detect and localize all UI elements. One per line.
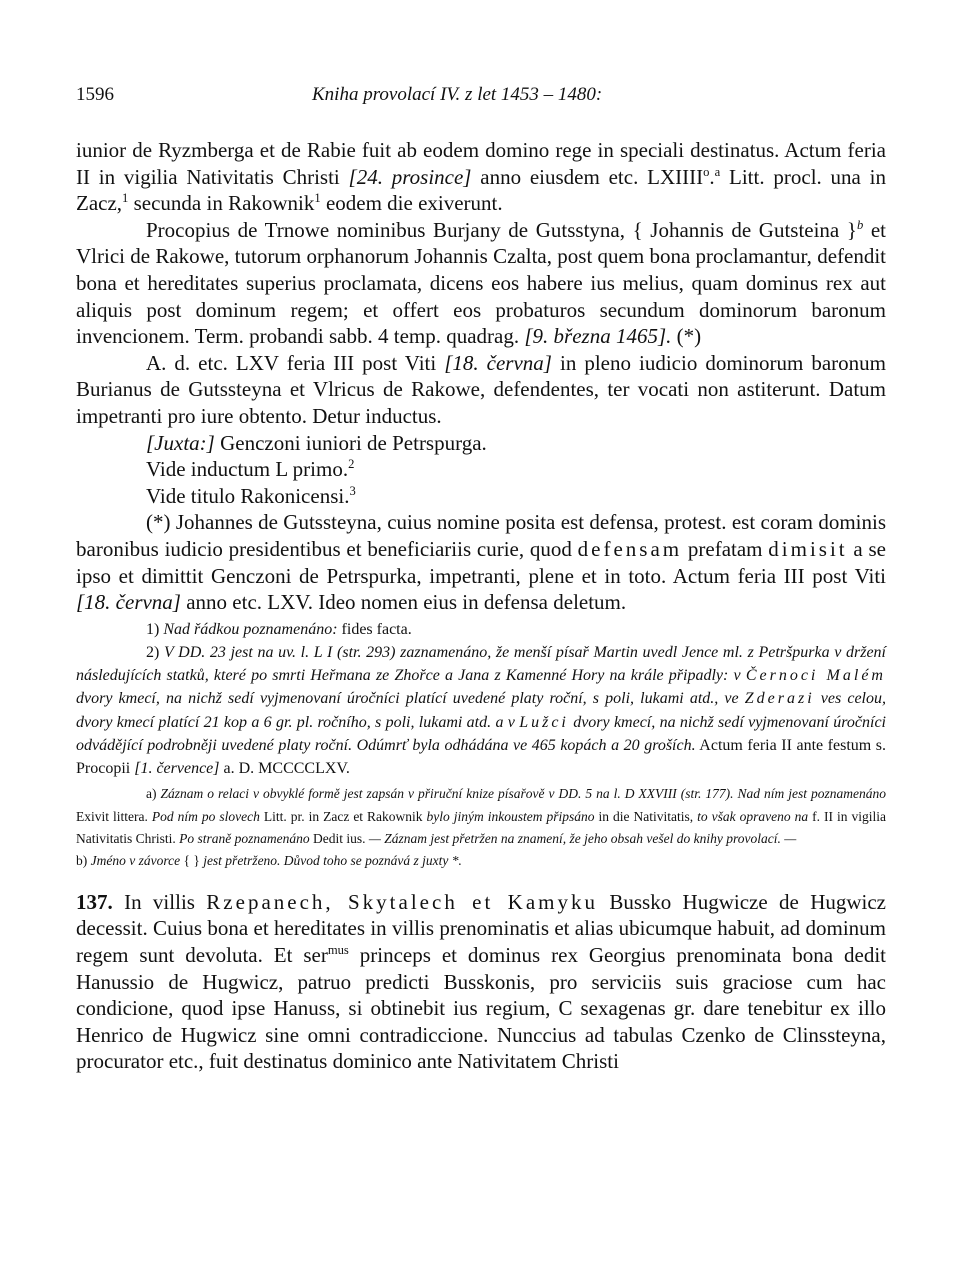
notes-block xyxy=(76,618,886,780)
paragraph-johannes: (*) Johannes de Gutssteyna, cuius nomine posita est defensa, protest. est coram dominis baronibus iudicio presidentibus et beneficiariis curie, quod defensam prefatam dimisit a se ipso et dimittit Genczoni de Petrspurka, impetranti, plene et in toto. Actum feria III post Viti [18. června] anno etc. LXV. Ideo nomen eius in defensa deletum. xyxy=(76,510,886,615)
paragraph-ad: A. d. etc. LXV feria III post Viti [18. června] in pleno iudicio dominorum baronum Burianus de Gutssteyna et Vlricus de Rakowe, defendentes, ter vocati non astiterunt. Datum impetranti pro iure obtento. Detur inductus. xyxy=(76,350,886,428)
main-text xyxy=(76,137,886,616)
footnote-b: b) Jméno v závorce { } jest přetrženo. Důvod toho se poznává z juxty *. xyxy=(76,853,462,869)
entry-137-text: 137. In villis Rzepanech, Skytalech et Kamyku Bussko Hugwicze de Hugwicz decessit. Cuius bona et hereditates in villis prenominatis et alias ubicumque habuit, ad dominum regem sunt devoluta. Et ser$^{mus}$ princeps et dominus rex Georgius prenominata bona dedit Hanussio de Hugwicz, patruo predicti Busskonis, pro serviciis suis graciose cum hac condicione, quod ipse Hanuss, si obtinebit ius regium, C sexagenas gr. dare tenebitur ex illo Henrico de Hugwicz sine omni contradiccione. Nunccius ad tabulas Czenko de Clinssteyna, procurator etc., fuit destinatus dominico ante Nativitatem Christi xyxy=(76,889,886,1074)
note-1: 1) Nad řádkou poznamenáno: fides facta. xyxy=(146,620,412,638)
footnotes-block xyxy=(76,783,886,873)
brace-open: { xyxy=(183,853,190,869)
entry-number: 137. xyxy=(76,889,113,914)
brace-close: } xyxy=(193,853,200,869)
running-title: Kniha provolací IV. z let 1453 – 1480: xyxy=(312,84,603,105)
page-number: 1596 xyxy=(76,84,114,105)
paragraph-continuation: iunior de Ryzmberga et de Rabie fuit ab eodem domino rege in speciali destinatus. Actum feria II in vigilia Nativitatis Christi [24. prosince] anno eiusdem etc. LXIIII$^o$.$^a$ Litt. procl. una in Zacz,$^1$ secunda in Rakownik$^1$ eodem die exiverunt. xyxy=(76,138,886,216)
page-header xyxy=(76,84,886,114)
paragraph-procopius: Procopius de Trnowe nominibus Burjany de Gutsstyna, { Johannis de Gutsteina }$^b$ et Vlrici de Rakowe, tutorum orphanorum Johannis Czalta, post quem bona proclamantur, defendit bona et hereditates superius proclamata, dicens eos habere ius melius, quam dominus rex aut aliquis post dominum regem; et offert eos probaturos secundum dominorum baronum invencionem. Term. probandi sabb. 4 temp. quadrag. [9. března 1465]. (*) xyxy=(76,217,886,349)
juxta-line: [Juxta:] Genczoni iuniori de Petrspurga. xyxy=(146,430,487,455)
entry-137 xyxy=(76,889,886,1075)
brace-open: { xyxy=(632,217,643,242)
vide-line-1: Vide inductum L primo.$^2$ xyxy=(146,457,355,482)
footnote-a: a) Záznam o relaci v obvyklé formě jest zapsán v přiruční knize písařově v DD. 5 na l. D XXVIII (str. 177). Nad ním jest poznamenáno Exivit littera. Pod ním po slovech Litt. pr. in Zacz et Rakownik bylo jiným inkoustem připsáno in die Nativitatis, to však opraveno na f. II in vigilia Nativitatis Christi. Po straně poznamenáno Dedit ius. — Záznam jest přetržen na znamení, že jeho obsah vešel do knihy provolací. — xyxy=(76,786,886,846)
note-2: 2) V DD. 23 jest na uv. l. L I (str. 293) zaznamenáno, že menší písař Martin uvedl Jence ml. z Petršpurka v držení následujících statků, které po smrti Heřmana ze Zhořce a Jana z Kamenné Hory na krále připadly: v Černoci Malém dvory kmecí, na nichž sedí vyjmenovaní úročníci platící uvedené platy roční, s poli, lukami atd., ve Zderazi ves celou, dvory kmecí platící 21 kop a 6 gr. pl. ročního, s poli, lukami atd. a v Lužci dvory kmecí, na nichž sedí vyjmenovaní úročníci odvádějící podrobněji uvedené platy roční. Odúmrť byla odhádána ve 465 kopách a 20 groších. Actum feria II ante festum s. Procopii [1. července] a. D. MCCCCLXV. xyxy=(76,643,887,777)
vide-line-2: Vide titulo Rakonicensi.$^3$ xyxy=(146,483,356,508)
brace-close: } xyxy=(846,217,857,242)
document-page xyxy=(76,84,886,1075)
